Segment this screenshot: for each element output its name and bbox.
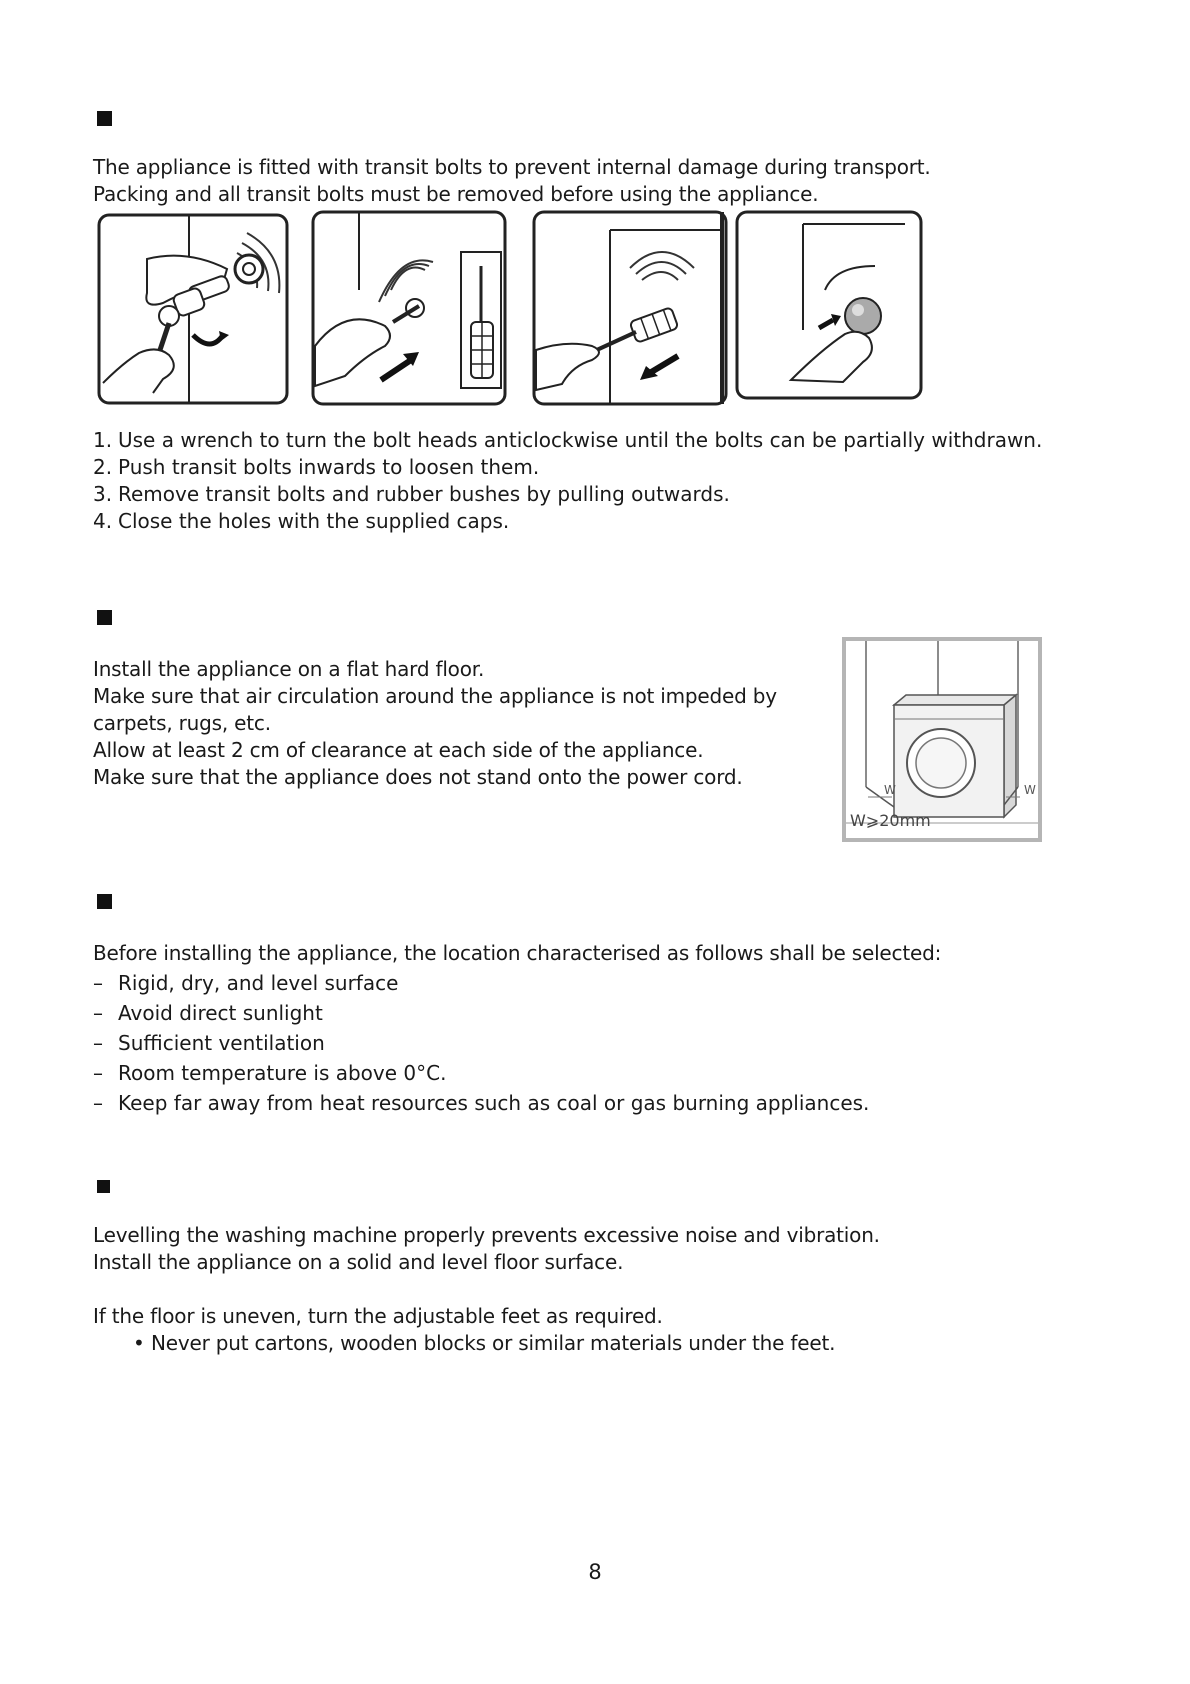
levelling-line-2: Install the appliance on a solid and level floor surface. bbox=[93, 1250, 624, 1274]
section-marker-installation bbox=[97, 610, 112, 625]
location-item-text: Avoid direct sunlight bbox=[118, 1001, 323, 1025]
dash-marker: – bbox=[93, 1001, 103, 1025]
section-marker-location bbox=[97, 894, 112, 909]
location-item-text: Sufficient ventilation bbox=[118, 1031, 325, 1055]
location-intro: Before installing the appliance, the location characterised as follows shall be selected: bbox=[93, 941, 942, 965]
figure-step-4-cap bbox=[735, 210, 923, 400]
bullet-text: Never put cartons, wooden blocks or similar materials under the feet. bbox=[151, 1331, 836, 1355]
location-item-text: Keep far away from heat resources such as coal or gas burning appliances. bbox=[118, 1091, 870, 1115]
step-number: 2. bbox=[93, 455, 113, 479]
page-number: 8 bbox=[588, 1560, 602, 1584]
install-line-2: Make sure that air circulation around the appliance is not impeded by bbox=[93, 684, 777, 708]
figure-step-3-pull bbox=[532, 210, 728, 406]
install-line-5: Make sure that the appliance does not stand onto the power cord. bbox=[93, 765, 743, 789]
dash-marker: – bbox=[93, 1061, 103, 1085]
install-line-3: carpets, rugs, etc. bbox=[93, 711, 271, 735]
step-number: 1. bbox=[93, 428, 113, 452]
dash-marker: – bbox=[93, 1091, 103, 1115]
clearance-caption: W⩾20mm bbox=[850, 811, 931, 830]
step-text: Push transit bolts inwards to loosen them. bbox=[118, 455, 540, 479]
figure-step-2-push bbox=[311, 210, 507, 406]
location-item-1 bbox=[93, 970, 398, 997]
location-item-2 bbox=[93, 1000, 323, 1027]
dash-marker: – bbox=[93, 1031, 103, 1055]
step-number: 4. bbox=[93, 509, 113, 533]
clearance-label-right: W bbox=[1024, 783, 1036, 797]
step-item-3 bbox=[93, 481, 730, 508]
section-marker-transit-bolts bbox=[97, 111, 112, 126]
location-item-4 bbox=[93, 1060, 446, 1087]
location-item-text: Room temperature is above 0°C. bbox=[118, 1061, 447, 1085]
clearance-label-left: W bbox=[884, 783, 896, 797]
step-item-4 bbox=[93, 508, 509, 535]
install-line-4: Allow at least 2 cm of clearance at each side of the appliance. bbox=[93, 738, 704, 762]
install-line-1: Install the appliance on a flat hard floor. bbox=[93, 657, 485, 681]
transit-intro-line-1: The appliance is fitted with transit bolts to prevent internal damage during transport. bbox=[93, 155, 931, 179]
step-text: Close the holes with the supplied caps. bbox=[118, 509, 510, 533]
step-item-1 bbox=[93, 427, 1042, 454]
levelling-feet-line: If the floor is uneven, turn the adjustable feet as required. bbox=[93, 1304, 663, 1328]
step-text: Remove transit bolts and rubber bushes by pulling outwards. bbox=[118, 482, 730, 506]
location-item-3 bbox=[93, 1030, 325, 1057]
figure-step-1-wrench bbox=[97, 213, 289, 405]
step-item-2 bbox=[93, 454, 539, 481]
step-number: 3. bbox=[93, 482, 113, 506]
levelling-bullet-item bbox=[133, 1330, 835, 1357]
section-marker-levelling bbox=[97, 1180, 110, 1193]
location-item-5 bbox=[93, 1090, 869, 1117]
levelling-line-1: Levelling the washing machine properly prevents excessive noise and vibration. bbox=[93, 1223, 880, 1247]
figure-clearance bbox=[842, 637, 1042, 842]
bullet-marker: • bbox=[133, 1331, 145, 1355]
step-text: Use a wrench to turn the bolt heads anticlockwise until the bolts can be partially withdrawn. bbox=[118, 428, 1043, 452]
dash-marker: – bbox=[93, 971, 103, 995]
location-item-text: Rigid, dry, and level surface bbox=[118, 971, 399, 995]
transit-intro-line-2: Packing and all transit bolts must be removed before using the appliance. bbox=[93, 182, 819, 206]
